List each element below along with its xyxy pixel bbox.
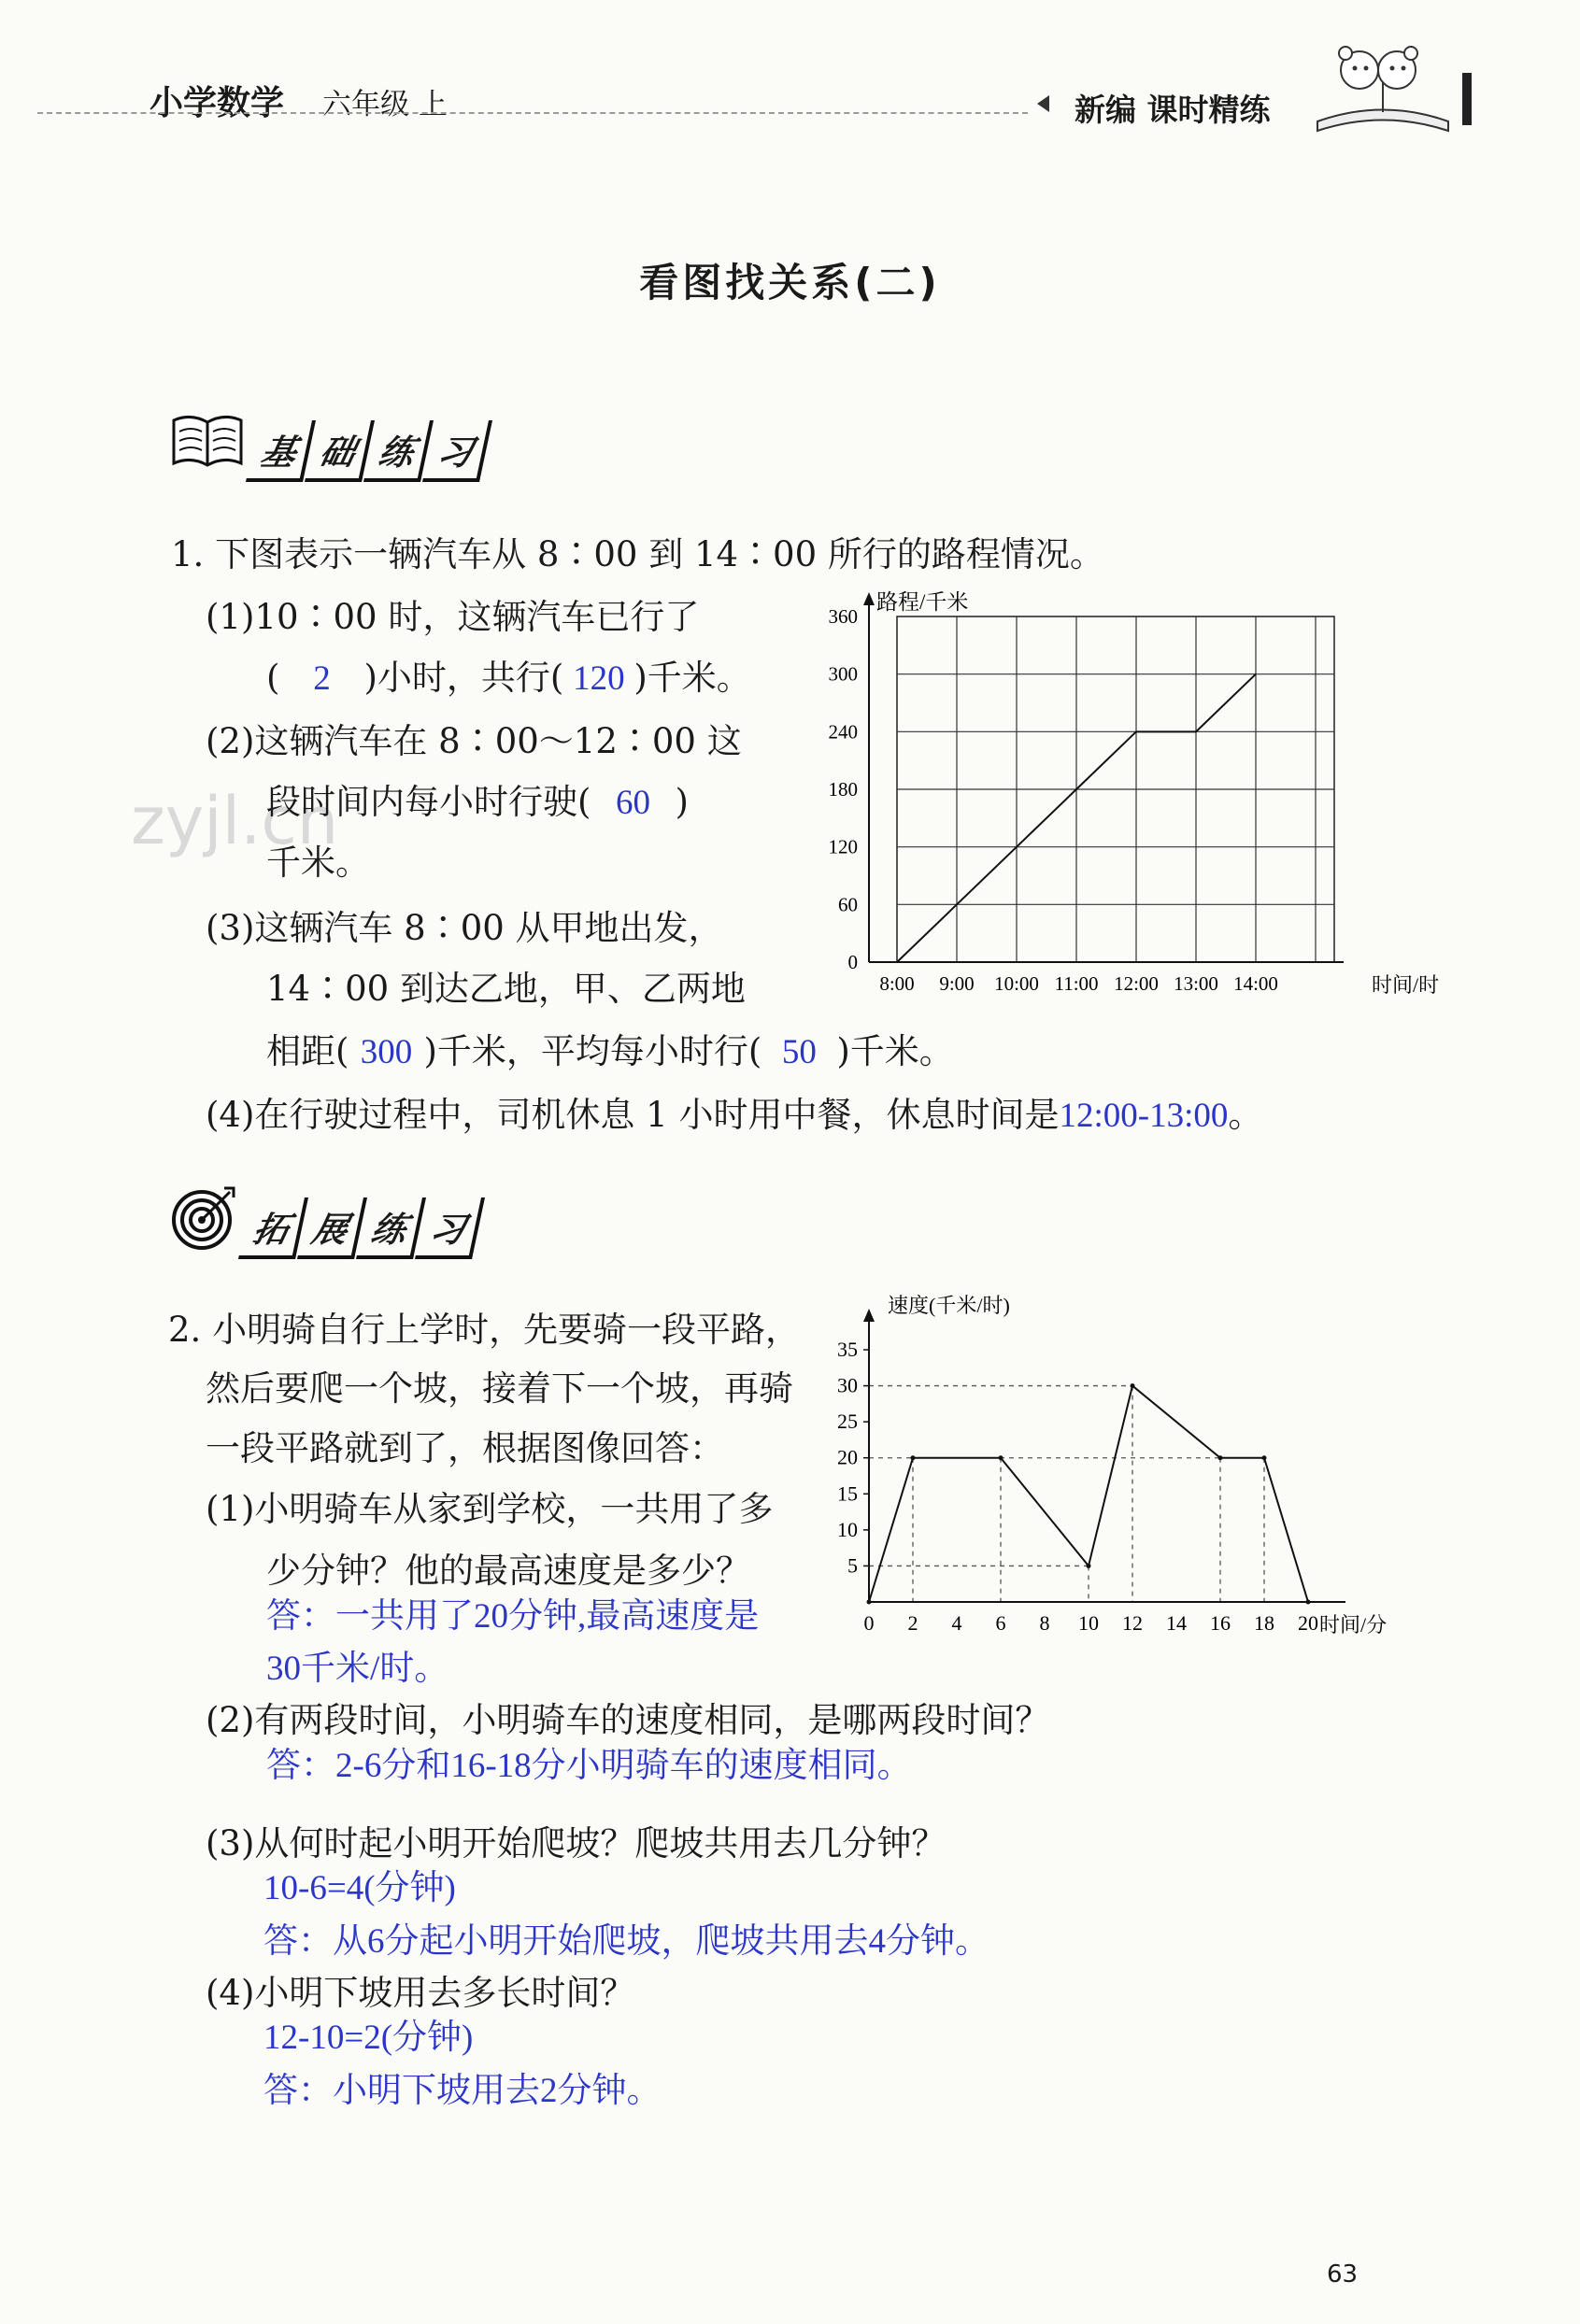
chart2-series [867,1383,1311,1604]
q2-part2-question: (2)有两段时间，小明骑车的速度相同，是哪两段时间？ [206,1700,1050,1740]
q2-stem-line1: 2. 小明骑自行上学时，先要骑一段平路， [168,1310,801,1350]
section-extension-practice [245,1197,480,1259]
chart2-axes [863,1309,1345,1602]
chart2-x-tick-label: 12 [1122,1611,1143,1635]
section-basic-char: 习 [422,420,492,482]
chart2-data-point [1306,1600,1311,1605]
chart2-data-point [1218,1455,1223,1460]
q1-part4-answer: 12:00-13:00 [1059,1097,1229,1135]
section-basic-char: 练 [363,420,434,482]
q1-part1-answer-km: 120 [573,659,625,698]
chart2-x-tick-label: 4 [951,1611,962,1635]
chart1-x-tick-label: 8:00 [879,972,915,995]
chart1-x-tick-label: 10:00 [994,972,1039,995]
section-basic-practice [252,420,488,482]
chart2-data-point [1262,1455,1267,1460]
chart1-y-tick-label: 120 [828,835,858,858]
chart2-x-tick-label: 16 [1210,1611,1231,1635]
chart2-x-tick-label: 14 [1166,1611,1187,1635]
chart1-x-tick-label: 12:00 [1114,972,1159,995]
q2-part3-question: (3)从何时起小明开始爬坡？爬坡共用去几分钟？ [206,1823,947,1863]
chart2-y-axis-label: 速度(千米/时) [888,1294,1010,1317]
chart2-data-point [1087,1564,1091,1568]
chart2-y-tick-label: 15 [837,1481,858,1506]
page-number: 63 [1327,2260,1359,2289]
q1-part3-text: )千米，平均每小时行( [423,1031,762,1071]
q1-part2-line2 [266,782,689,822]
chart2-y-tick-label: 5 [847,1553,858,1578]
header-subject: 小学数学 [149,84,285,122]
q1-part3-line1: (3)这辆汽车 8∶00 从甲地出发， [206,908,723,948]
q1-part4-line [206,1095,1263,1135]
chart1-x-tick-label: 9:00 [939,972,975,995]
q1-part3-line3 [266,1031,954,1071]
chart1-x-tick-label: 11:00 [1054,972,1099,995]
header-divider [37,112,1028,114]
section-basic-char: 基 [246,420,316,482]
q2-part1-answer-line1: 答：一共用了20分钟,最高速度是 [266,1597,760,1636]
q1-part3-answer-speed: 50 [781,1033,817,1071]
q2-part4-calc: 12-10=2(分钟) [263,2019,474,2057]
q1-part3-answer-distance: 300 [360,1033,413,1071]
q1-part4-text: (4)在行驶过程中，司机休息 1 小时用中餐，休息时间是 [206,1095,1060,1135]
q1-part1-answer-hours: 2 [313,659,331,698]
chart1-y-tick-label: 240 [828,720,858,744]
chart1-grid [897,616,1334,962]
q1-part1-line2 [266,660,751,696]
chart2-data-point [1131,1383,1135,1388]
chart2-x-tick-label: 18 [1254,1611,1274,1635]
header-edge-bar [1462,73,1472,125]
chart2-y-tick-label: 10 [837,1517,858,1541]
chart1-tick-labels [829,605,1278,995]
chart2-data-point [999,1455,1004,1460]
q1-part2-text: 段时间内每小时行驶( [266,782,591,822]
chart1-axes [863,592,1344,962]
q2-part4-question: (4)小明下坡用去多长时间？ [206,1973,635,2013]
chart2-guides [869,1386,1264,1602]
bear-book-icon [1308,33,1458,135]
q1-part3-text: )千米。 [836,1031,954,1071]
q1-part1-text: )千米。 [633,658,751,698]
q1-stem: 1. 下图表示一辆汽车从 8∶00 到 14∶00 所行的路程情况。 [171,534,1104,574]
chart2-x-tick-label: 0 [863,1611,875,1635]
q1-part1-text: ( [266,658,280,698]
section-extend-char: 拓 [238,1197,308,1259]
q1-part3-line2: 14∶00 到达乙地，甲、乙两地 [266,969,746,1009]
chart1-x-axis-label: 时间/时 [1372,973,1440,997]
section-extend-char: 习 [415,1197,485,1259]
q2-stem-line3: 一段平路就到了，根据图像回答： [206,1428,724,1468]
chart2-x-tick-label: 20 [1298,1611,1318,1635]
chart1-y-axis-label: 路程/千米 [876,590,969,614]
chart2-data-point [867,1600,872,1605]
chart1-x-tick-label: 13:00 [1174,972,1218,995]
q1-part1-line1: (1)10∶00 时，这辆汽车已行了 [206,597,700,637]
chart2-y-tick-label: 20 [837,1445,858,1469]
header-triangle-icon [1037,95,1049,112]
section-extend-char: 展 [297,1197,367,1259]
chart2-x-tick-label: 2 [907,1611,918,1635]
chart2-tick-labels [837,1338,1318,1635]
q1-part2-answer: 60 [615,784,650,822]
q1-part2-text: ) [675,782,689,822]
chart2-x-axis-label: 时间/分 [1319,1613,1388,1637]
chart2-y-tick-label: 25 [837,1410,858,1434]
chart2-x-tick-label: 8 [1039,1611,1050,1635]
q1-part2-line3: 千米。 [266,843,370,883]
page-title: 看图找关系(二) [639,260,941,305]
q1-part1-text: )小时，共行( [363,658,564,698]
chart2-data-point [911,1455,916,1460]
header-series: 新编 课时精练 [1075,92,1271,128]
chart2-y-tick-label: 35 [837,1338,858,1361]
q1-part2-line1: (2)这辆汽车在 8∶00～12∶00 这 [206,721,742,761]
q2-stem-line2: 然后要爬一个坡，接着下一个坡，再骑 [206,1368,793,1409]
chart2-x-tick-label: 6 [995,1611,1006,1635]
q2-part1-answer-line2: 30千米/时。 [266,1650,449,1688]
q2-part3-calc: 10-6=4(分钟) [263,1869,456,1907]
q2-part3-answer: 答：从6分起小明开始爬坡，爬坡共用去4分钟。 [263,1922,989,1961]
q2-part1-line2: 少分钟？他的最高速度是多少？ [266,1551,750,1591]
q2-part4-answer: 答：小明下坡用去2分钟。 [263,2072,662,2110]
q1-part3-text: 相距( [266,1031,349,1071]
open-book-icon [170,411,245,469]
chart1-y-arrow-icon [863,592,875,605]
watermark: zyjl.cn [131,783,339,859]
speed-time-chart [804,1294,1402,1667]
chart1-y-tick-label: 360 [828,605,858,628]
chart1-x-tick-label: 14:00 [1233,972,1278,995]
chart1-y-tick-label: 300 [828,662,858,686]
chart1-y-tick-label: 0 [847,951,858,973]
chart1-y-tick-label: 60 [838,893,858,916]
q1-part4-text: 。 [1228,1095,1263,1135]
distance-time-chart [766,588,1440,999]
chart2-y-tick-label: 30 [837,1373,858,1397]
section-basic-char: 础 [305,420,375,482]
q2-part2-answer: 答：2-6分和16-18分小明骑车的速度相同。 [266,1747,912,1785]
section-extend-char: 练 [356,1197,426,1259]
header-grade: 六年级 上 [322,88,448,121]
q2-part1-line1: (1)小明骑车从家到学校，一共用了多 [206,1489,774,1529]
target-icon [170,1184,237,1252]
chart2-y-arrow-icon [863,1309,875,1322]
chart1-y-tick-label: 180 [828,778,858,801]
chart2-x-tick-label: 10 [1078,1611,1099,1635]
